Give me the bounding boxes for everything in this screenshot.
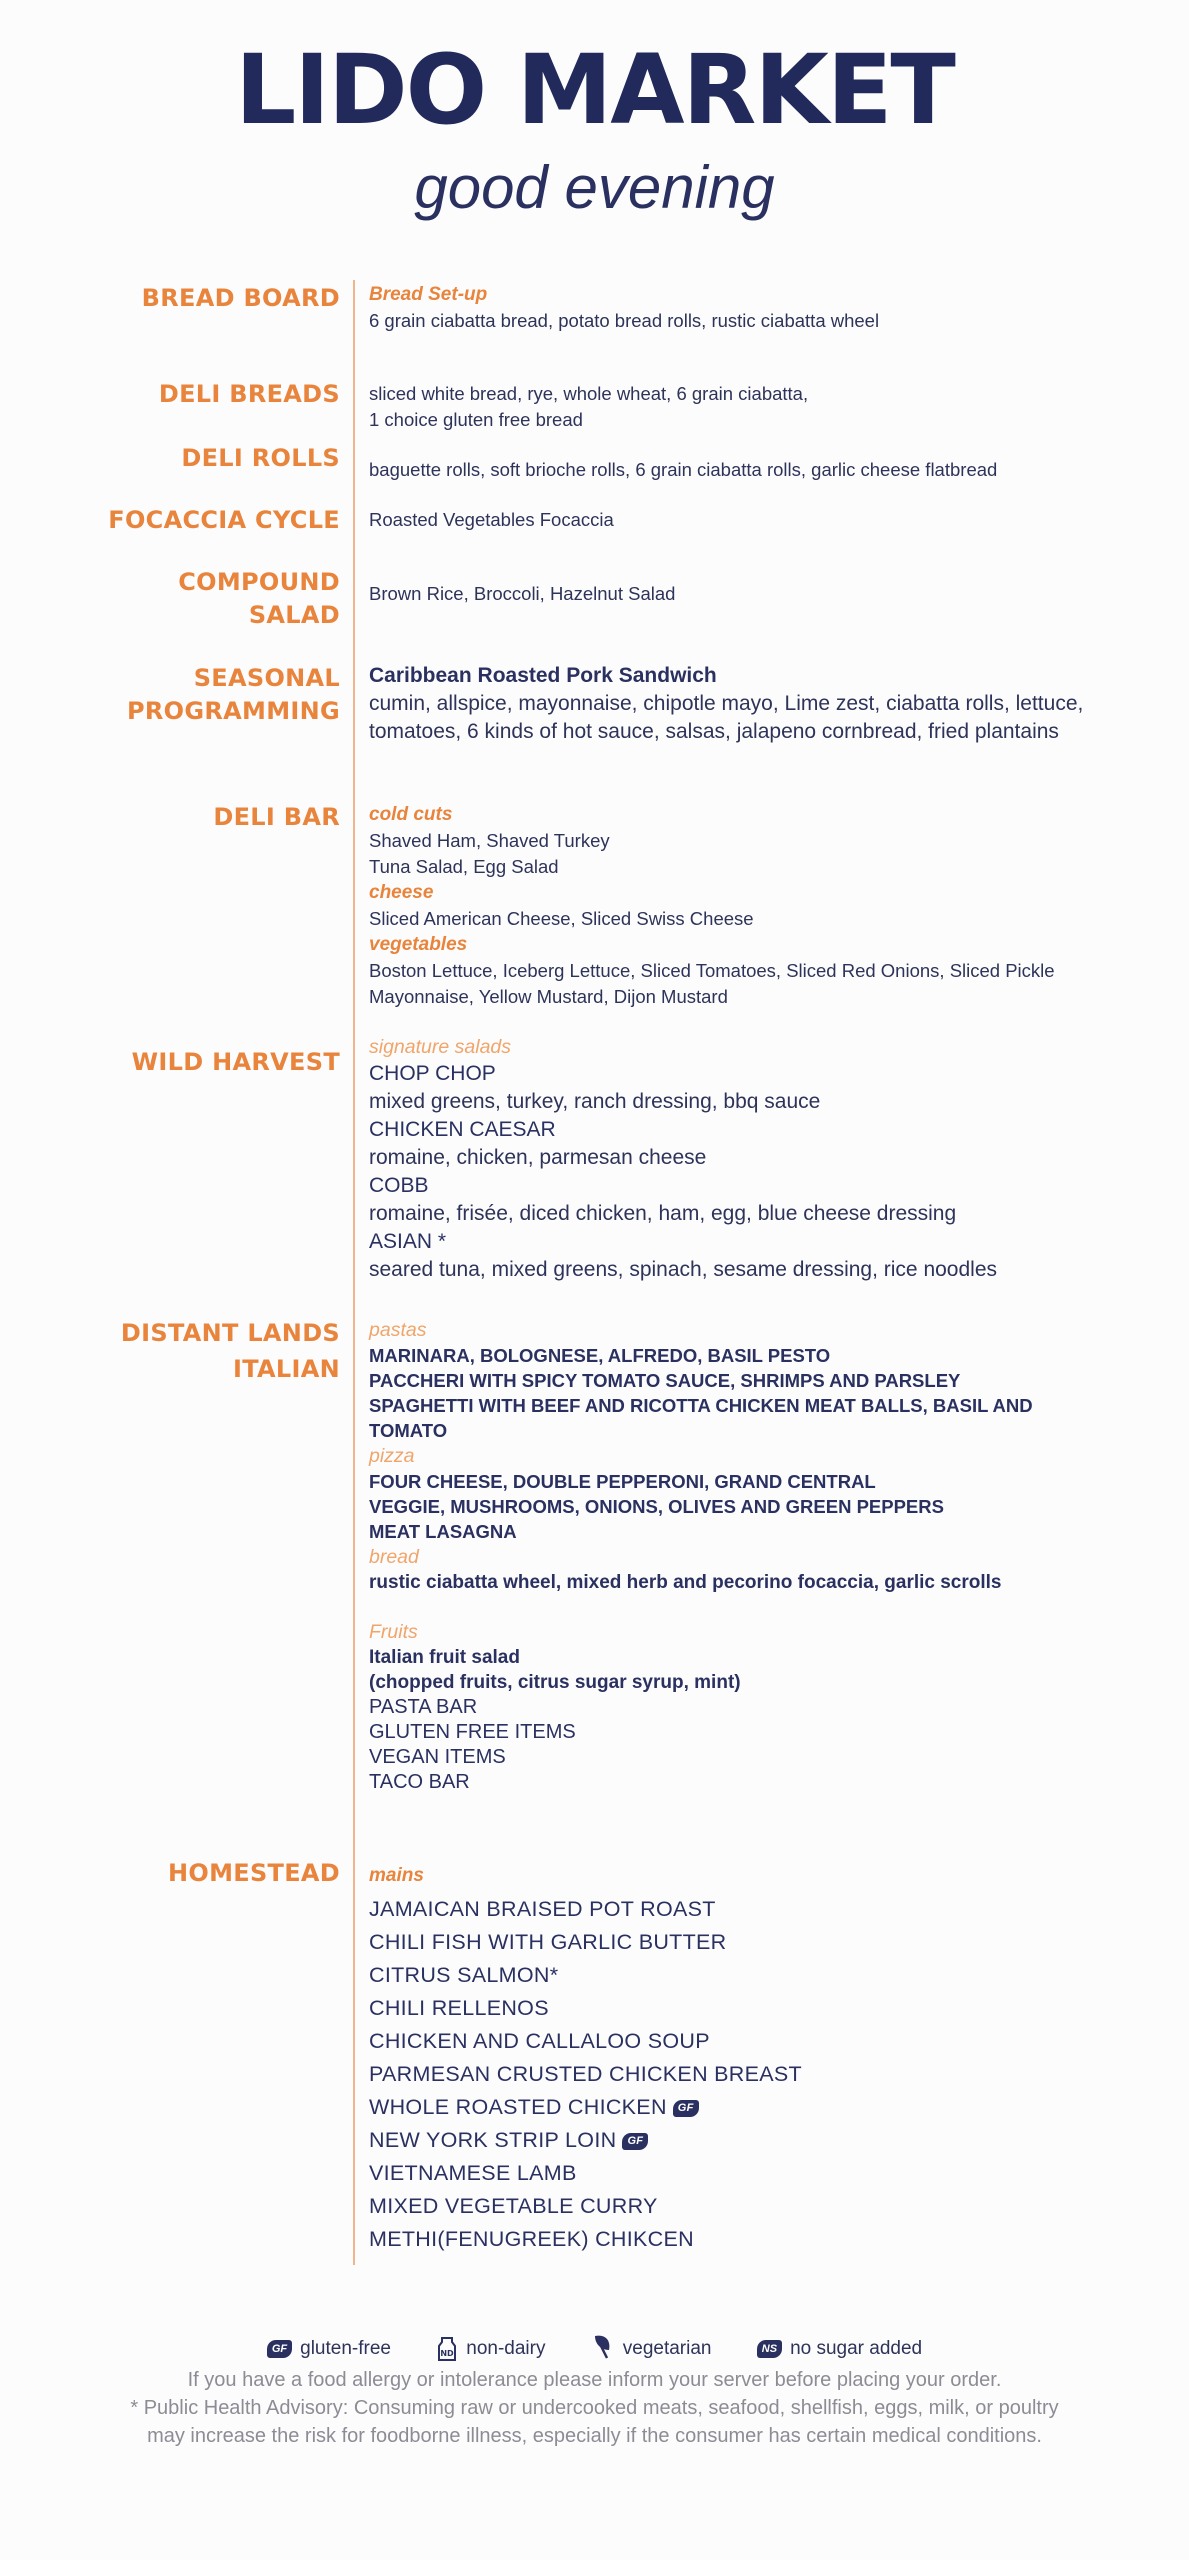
legend-label: vegetarian bbox=[622, 2338, 712, 2360]
main-item: CHILI RELLENOS bbox=[369, 1996, 549, 2020]
allergy-notice: If you have a food allergy or intolerance please inform your server before placing your order. bbox=[187, 2369, 1002, 2391]
section-label-focaccia-cycle: FOCACCIA CYCLE bbox=[108, 506, 340, 534]
bread-item: rustic ciabatta wheel, mixed herb and pecorino focaccia, garlic scrolls bbox=[369, 1572, 1002, 1593]
main-item-label: WHOLE ROASTED CHICKEN bbox=[369, 2095, 667, 2119]
deli-bar-line: Shaved Ham, Shaved Turkey bbox=[369, 830, 610, 851]
deli-bar-subheading: vegetables bbox=[369, 934, 468, 955]
no-sugar-icon: NS bbox=[757, 2340, 782, 2358]
section-label-deli-bar: DELI BAR bbox=[213, 803, 340, 831]
section-label-deli-rolls: DELI ROLLS bbox=[181, 444, 340, 472]
seasonal-line: cumin, allspice, mayonnaise, chipotle mayo, Lime zest, ciabatta rolls, lettuce, bbox=[369, 692, 1084, 715]
section-distant-lands bbox=[369, 1317, 1169, 1795]
deli-bar-line: Boston Lettuce, Iceberg Lettuce, Sliced Tomatoes, Sliced Red Onions, Sliced Pickle bbox=[369, 960, 1055, 981]
wild-harvest-heading: signature salads bbox=[369, 1036, 512, 1058]
main-item: JAMAICAN BRAISED POT ROAST bbox=[369, 1897, 716, 1921]
pasta-item: SPAGHETTI WITH BEEF AND RICOTTA CHICKEN MEAT BALLS, BASIL AND bbox=[369, 1395, 1033, 1416]
compound-salad-text: Brown Rice, Broccoli, Hazelnut Salad bbox=[369, 583, 676, 604]
section-label-homestead: HOMESTEAD bbox=[167, 1859, 340, 1887]
pasta-item: MARINARA, BOLOGNESE, ALFREDO, BASIL PESTO bbox=[369, 1345, 831, 1366]
main-item bbox=[369, 2124, 1169, 2157]
seasonal-title: Caribbean Roasted Pork Sandwich bbox=[369, 664, 717, 687]
distant-label-line: ITALIAN bbox=[233, 1355, 340, 1383]
section-deli-breads bbox=[369, 381, 1169, 433]
leaf-icon bbox=[591, 2332, 615, 2366]
extra-item: TACO BAR bbox=[369, 1771, 470, 1793]
deli-rolls-text: baguette rolls, soft brioche rolls, 6 grain ciabatta rolls, garlic cheese flatbread bbox=[369, 459, 998, 480]
deli-breads-line: 1 choice gluten free bread bbox=[369, 409, 583, 430]
salad-desc: romaine, frisée, diced chicken, ham, egg, blue cheese dressing bbox=[369, 1202, 957, 1225]
deli-bar-line: Mayonnaise, Yellow Mustard, Dijon Mustard bbox=[369, 986, 728, 1007]
legend-label: non-dairy bbox=[466, 2338, 546, 2360]
pizza-item: FOUR CHEESE, DOUBLE PEPPERONI, GRAND CENTRAL bbox=[369, 1471, 876, 1492]
deli-bar-line: Sliced American Cheese, Sliced Swiss Cheese bbox=[369, 908, 754, 929]
salad-name: COBB bbox=[369, 1174, 429, 1197]
deli-bar-line: Tuna Salad, Egg Salad bbox=[369, 856, 559, 877]
section-deli-bar bbox=[369, 802, 1169, 1010]
page-title: LIDO MARKET bbox=[235, 34, 954, 146]
main-item-label: NEW YORK STRIP LOIN bbox=[369, 2128, 617, 2152]
legend-no-sugar bbox=[757, 2338, 922, 2360]
section-label-seasonal bbox=[127, 662, 340, 728]
main-item: CHILI FISH WITH GARLIC BUTTER bbox=[369, 1930, 727, 1954]
main-item: PARMESAN CRUSTED CHICKEN BREAST bbox=[369, 2062, 802, 2086]
distant-subheading: Fruits bbox=[369, 1621, 418, 1643]
gluten-free-icon: GF bbox=[267, 2340, 292, 2358]
homestead-heading: mains bbox=[369, 1865, 424, 1886]
section-focaccia-cycle bbox=[369, 507, 1169, 533]
salad-desc: mixed greens, turkey, ranch dressing, bbq sauce bbox=[369, 1090, 821, 1113]
legend-vegetarian bbox=[591, 2332, 712, 2366]
bread-board-text: 6 grain ciabatta bread, potato bread rolls, rustic ciabatta wheel bbox=[369, 310, 880, 331]
legend-gluten-free bbox=[267, 2338, 391, 2360]
main-item: VIETNAMESE LAMB bbox=[369, 2161, 577, 2185]
deli-breads-line: sliced white bread, rye, whole wheat, 6 grain ciabatta, bbox=[369, 383, 809, 404]
section-deli-rolls bbox=[369, 457, 1169, 483]
section-label-bread-board: BREAD BOARD bbox=[141, 284, 340, 312]
focaccia-text: Roasted Vegetables Focaccia bbox=[369, 509, 614, 530]
compound-label-line: SALAD bbox=[248, 601, 340, 629]
main-item bbox=[369, 2091, 1169, 2124]
salad-desc: romaine, chicken, parmesan cheese bbox=[369, 1146, 707, 1169]
section-label-distant-lands bbox=[121, 1315, 340, 1387]
extra-item: PASTA BAR bbox=[369, 1696, 478, 1718]
extra-item: VEGAN ITEMS bbox=[369, 1746, 506, 1768]
main-item: METHI(FENUGREEK) CHIKCEN bbox=[369, 2227, 694, 2251]
salad-name: ASIAN * bbox=[369, 1230, 447, 1253]
pasta-item: TOMATO bbox=[369, 1420, 448, 1441]
page-subtitle: good evening bbox=[414, 154, 775, 221]
section-label-compound-salad bbox=[178, 566, 340, 632]
dietary-legend bbox=[0, 2332, 1189, 2366]
health-advisory: * Public Health Advisory: Consuming raw or undercooked meats, seafood, shellfish, eggs, milk, or poultry bbox=[130, 2397, 1059, 2419]
health-advisory: may increase the risk for foodborne illness, especially if the consumer has certain medical conditions. bbox=[147, 2425, 1042, 2447]
pizza-item: MEAT LASAGNA bbox=[369, 1521, 517, 1542]
distant-label-line: DISTANT LANDS bbox=[120, 1319, 340, 1347]
divider-line bbox=[353, 280, 355, 2265]
compound-label-line: COMPOUND bbox=[178, 568, 340, 596]
section-bread-board bbox=[369, 282, 1169, 334]
pizza-item: VEGGIE, MUSHROOMS, ONIONS, OLIVES AND GREEN PEPPERS bbox=[369, 1496, 944, 1517]
legend-label: no sugar added bbox=[790, 2338, 923, 2359]
main-item: MIXED VEGETABLE CURRY bbox=[369, 2194, 658, 2218]
distant-subheading: pizza bbox=[369, 1445, 415, 1467]
seasonal-label-line: PROGRAMMING bbox=[126, 697, 340, 725]
fruit-item: (chopped fruits, citrus sugar syrup, mint) bbox=[369, 1672, 741, 1693]
non-dairy-icon bbox=[436, 2336, 458, 2362]
legend-label: gluten-free bbox=[300, 2338, 391, 2359]
section-seasonal bbox=[369, 662, 1169, 746]
distant-subheading: pastas bbox=[369, 1319, 427, 1341]
seasonal-line: tomatoes, 6 kinds of hot sauce, salsas, jalapeno cornbread, fried plantains bbox=[369, 720, 1059, 743]
distant-subheading: bread bbox=[369, 1546, 419, 1568]
seasonal-label-line: SEASONAL bbox=[193, 664, 340, 692]
section-label-wild-harvest: WILD HARVEST bbox=[131, 1048, 340, 1076]
section-compound-salad bbox=[369, 581, 1169, 607]
deli-bar-subheading: cold cuts bbox=[369, 804, 453, 825]
section-homestead bbox=[369, 1863, 1169, 2256]
legend-non-dairy bbox=[436, 2336, 545, 2362]
gluten-free-icon: GF bbox=[622, 2133, 648, 2150]
main-item: CITRUS SALMON* bbox=[369, 1963, 559, 1987]
pasta-item: PACCHERI WITH SPICY TOMATO SAUCE, SHRIMPS AND PARSLEY bbox=[369, 1370, 961, 1391]
salad-desc: seared tuna, mixed greens, spinach, sesame dressing, rice noodles bbox=[369, 1258, 998, 1281]
non-dairy-icon-text: ND bbox=[440, 2349, 454, 2358]
section-wild-harvest bbox=[369, 1034, 1169, 1284]
gluten-free-icon: GF bbox=[673, 2100, 699, 2117]
salad-name: CHOP CHOP bbox=[369, 1062, 496, 1085]
salad-name: CHICKEN CAESAR bbox=[369, 1118, 556, 1141]
extra-item: GLUTEN FREE ITEMS bbox=[369, 1721, 576, 1743]
deli-bar-subheading: cheese bbox=[369, 882, 434, 903]
bread-board-heading: Bread Set-up bbox=[369, 284, 488, 305]
fruit-item: Italian fruit salad bbox=[369, 1647, 520, 1668]
main-item: CHICKEN AND CALLALOO SOUP bbox=[369, 2029, 710, 2053]
section-label-deli-breads: DELI BREADS bbox=[158, 380, 340, 408]
